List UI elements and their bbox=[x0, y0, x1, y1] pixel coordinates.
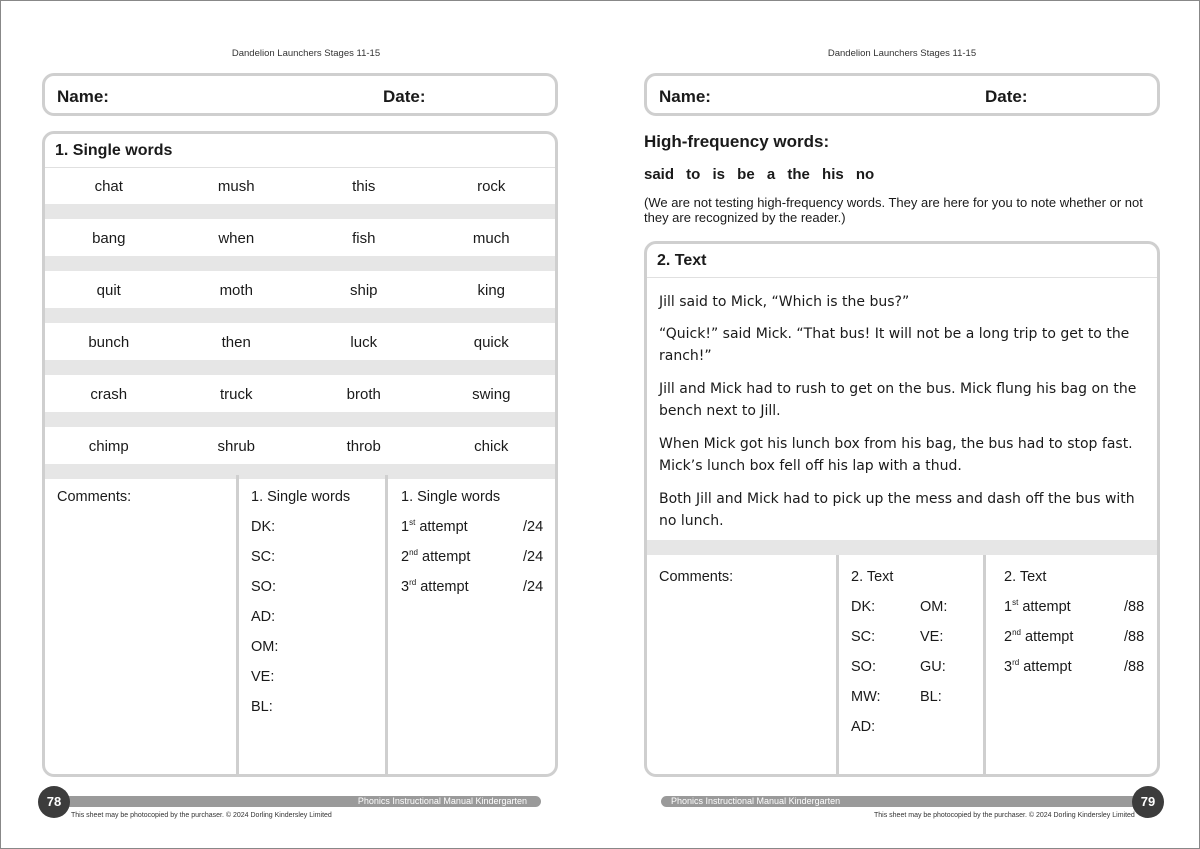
attempt-label bbox=[1004, 659, 1072, 675]
story-paragraph: Jill said to Mick, “Which is the bus?” bbox=[659, 294, 910, 310]
word-cell: mush bbox=[217, 177, 255, 195]
right-page bbox=[601, 1, 1200, 849]
footer-title: Phonics Instructional Manual Kindergarten bbox=[357, 796, 527, 806]
word-cell: this bbox=[352, 177, 376, 195]
attempt-ordinal: 3 bbox=[401, 579, 410, 595]
series-header: Dandelion Launchers Stages 11-15 bbox=[231, 48, 381, 59]
attempt-ordinal: 2 bbox=[1004, 629, 1013, 645]
attempt-score: /24 bbox=[523, 519, 544, 535]
story-paragraph: Jill and Mick had to rush to get on the bus. Mick flung his bag on the bench next to Jill. bbox=[659, 381, 1137, 419]
error-code: OM: bbox=[251, 639, 279, 655]
attempt-label bbox=[401, 579, 469, 595]
comments-label: Comments: bbox=[659, 569, 734, 585]
word-cell: ship bbox=[349, 281, 378, 299]
attempt-score: /88 bbox=[1124, 629, 1145, 645]
attempt-suffix: rd bbox=[409, 578, 417, 588]
section-title: 2. Text bbox=[647, 244, 1157, 278]
copyright-notice: This sheet may be photocopied by the purchaser. © 2024 Dorling Kindersley Limited bbox=[71, 812, 332, 819]
error-code: VE: bbox=[251, 669, 275, 685]
attempt-ordinal: 3 bbox=[1004, 659, 1013, 675]
word-row bbox=[45, 324, 555, 360]
word-cell: king bbox=[477, 281, 506, 299]
word-cell: chimp bbox=[88, 437, 129, 455]
word-cell: moth bbox=[219, 281, 253, 299]
page-number: 78 bbox=[38, 786, 70, 818]
attempt-label bbox=[1004, 599, 1071, 615]
single-words-box bbox=[42, 131, 558, 777]
divider-band bbox=[45, 360, 555, 375]
footer-bar bbox=[61, 796, 541, 807]
section-title: 1. Single words bbox=[45, 134, 555, 168]
footer-title: Phonics Instructional Manual Kindergarten bbox=[671, 796, 841, 806]
word-cell: fish bbox=[352, 229, 376, 247]
column-divider bbox=[385, 475, 388, 774]
divider-band bbox=[45, 256, 555, 271]
error-code: DK: bbox=[251, 519, 276, 535]
attempts-title: 2. Text bbox=[1004, 569, 1047, 585]
word-row bbox=[45, 220, 555, 256]
error-code: MW: bbox=[851, 689, 881, 705]
copyright-notice: This sheet may be photocopied by the purchaser. © 2024 Dorling Kindersley Limited bbox=[874, 812, 1135, 819]
word-cell: crash bbox=[90, 385, 128, 403]
divider-band bbox=[45, 204, 555, 219]
error-code: BL: bbox=[920, 689, 942, 705]
word-row bbox=[45, 428, 555, 464]
word-cell: when bbox=[218, 229, 255, 247]
attempt-ordinal: 1 bbox=[1004, 599, 1013, 615]
error-code: AD: bbox=[251, 609, 276, 625]
name-date-box bbox=[42, 73, 558, 116]
attempt-score: /24 bbox=[523, 579, 544, 595]
error-code: SC: bbox=[851, 629, 876, 645]
attempt-ordinal: 1 bbox=[401, 519, 410, 535]
word-cell: chat bbox=[94, 177, 123, 195]
scoring-area bbox=[647, 555, 1157, 774]
error-code: DK: bbox=[851, 599, 876, 615]
codes-title: 2. Text bbox=[851, 569, 894, 585]
attempt-suffix: rd bbox=[1012, 658, 1020, 668]
error-code: OM: bbox=[920, 599, 948, 615]
name-date-box bbox=[644, 73, 1160, 116]
series-header: Dandelion Launchers Stages 11-15 bbox=[827, 48, 977, 59]
word-cell: truck bbox=[219, 385, 253, 403]
attempt-ordinal: 2 bbox=[401, 549, 410, 565]
word-cell: throb bbox=[346, 437, 381, 455]
divider-band bbox=[45, 412, 555, 427]
word-cell: luck bbox=[350, 333, 378, 351]
story-paragraph: “Quick!” said Mick. “That bus! It will not be a long trip to get to the ranch!” bbox=[659, 326, 1130, 364]
name-label: Name: bbox=[659, 87, 711, 106]
high-frequency-words: said to is be a the his no bbox=[644, 166, 875, 183]
attempt-word: attempt bbox=[1023, 659, 1072, 675]
word-row bbox=[45, 168, 555, 204]
attempt-suffix: nd bbox=[409, 548, 418, 558]
column-divider bbox=[836, 555, 839, 774]
date-label: Date: bbox=[985, 87, 1028, 106]
left-page bbox=[1, 1, 601, 849]
attempt-suffix: st bbox=[1012, 598, 1019, 608]
attempt-word: attempt bbox=[420, 579, 469, 595]
text-box bbox=[644, 241, 1160, 777]
column-divider bbox=[236, 475, 239, 774]
attempt-label bbox=[1004, 629, 1073, 645]
attempts-title: 1. Single words bbox=[401, 489, 501, 505]
attempt-word: attempt bbox=[422, 549, 471, 565]
attempt-label bbox=[401, 549, 470, 565]
attempt-suffix: nd bbox=[1012, 628, 1021, 638]
scoring-area bbox=[45, 475, 555, 774]
word-cell: much bbox=[472, 229, 510, 247]
divider-band bbox=[647, 540, 1157, 555]
footer-bar bbox=[661, 796, 1141, 807]
story-paragraph: Both Jill and Mick had to pick up the mess and dash off the bus with no lunch. bbox=[659, 491, 1135, 529]
error-code: GU: bbox=[920, 659, 946, 675]
attempt-word: attempt bbox=[419, 519, 468, 535]
word-cell: shrub bbox=[217, 437, 256, 455]
attempt-score: /24 bbox=[523, 549, 544, 565]
attempt-score: /88 bbox=[1124, 659, 1145, 675]
attempt-word: attempt bbox=[1025, 629, 1074, 645]
word-row bbox=[45, 376, 555, 412]
high-frequency-note: (We are not testing high-frequency words. They are here for you to note whether or not they are recognized by the reader.) bbox=[644, 195, 1143, 225]
word-cell: swing bbox=[472, 385, 511, 403]
word-cell: bang bbox=[92, 229, 126, 247]
column-divider bbox=[983, 555, 986, 774]
error-code: AD: bbox=[851, 719, 876, 735]
date-label: Date: bbox=[383, 87, 426, 106]
word-cell: quit bbox=[96, 281, 121, 299]
error-code: SO: bbox=[851, 659, 876, 675]
word-cell: rock bbox=[477, 177, 506, 195]
name-label: Name: bbox=[57, 87, 109, 106]
error-code: SC: bbox=[251, 549, 276, 565]
codes-title: 1. Single words bbox=[251, 489, 351, 505]
attempt-word: attempt bbox=[1022, 599, 1071, 615]
attempt-suffix: st bbox=[409, 518, 416, 528]
word-cell: chick bbox=[474, 437, 509, 455]
high-frequency-title: High-frequency words: bbox=[644, 132, 830, 151]
word-row bbox=[45, 272, 555, 308]
comments-label: Comments: bbox=[57, 489, 132, 505]
attempt-label bbox=[401, 519, 468, 535]
attempt-score: /88 bbox=[1124, 599, 1145, 615]
error-code: BL: bbox=[251, 699, 273, 715]
word-cell: quick bbox=[473, 333, 509, 351]
word-cell: then bbox=[221, 333, 251, 351]
word-cell: broth bbox=[346, 385, 381, 403]
word-cell: bunch bbox=[88, 333, 130, 351]
page-number: 79 bbox=[1132, 786, 1164, 818]
story-paragraph: When Mick got his lunch box from his bag, the bus had to stop fast. Mick’s lunch box fell off his lap with a thud. bbox=[659, 436, 1133, 474]
error-code: SO: bbox=[251, 579, 276, 595]
error-code: VE: bbox=[920, 629, 944, 645]
divider-band bbox=[45, 308, 555, 323]
